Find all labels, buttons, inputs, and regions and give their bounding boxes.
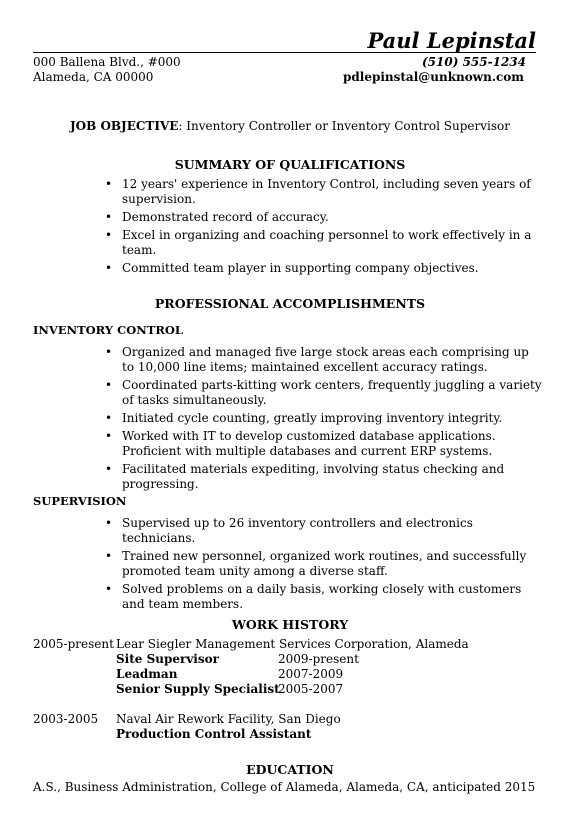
job1-employer: Lear Siegler Management Services Corporation, Alameda (116, 637, 469, 651)
list-item: • Solved problems on a daily basis, working closely with customers and team members. (103, 582, 543, 612)
supervision-list (103, 516, 543, 615)
list-item: • Excel in organizing and coaching personnel to work effectively in a team. (103, 228, 543, 258)
job2-dates: 2003-2005 (33, 712, 99, 726)
objective-label: JOB OBJECTIVE (70, 119, 179, 133)
header-divider (33, 52, 536, 53)
role-title: Senior Supply Specialist (116, 682, 280, 696)
inventory-control-list (103, 345, 543, 495)
list-item: • Organized and managed five large stock areas each comprising up to 10,000 line items; maintained excellent accuracy ratings. (103, 345, 543, 375)
role-title: Site Supervisor (116, 652, 219, 666)
objective-text: : Inventory Controller or Inventory Control Supervisor (178, 119, 510, 133)
list-item: • 12 years' experience in Inventory Control, including seven years of supervision. (103, 177, 543, 207)
list-item: • Demonstrated record of accuracy. (103, 210, 543, 225)
list-item: • Coordinated parts-kitting work centers, frequently juggling a variety of tasks simultaneously. (103, 378, 543, 408)
role-title: Production Control Assistant (116, 727, 312, 741)
work-history-heading: WORK HISTORY (231, 617, 349, 632)
email-address: pdlepinstal@unknown.com (342, 70, 524, 84)
list-item: • Supervised up to 26 inventory controllers and electronics technicians. (103, 516, 543, 546)
candidate-name: Paul Lepinstal (367, 28, 536, 53)
accomplishments-heading: PROFESSIONAL ACCOMPLISHMENTS (154, 296, 426, 311)
list-item: • Committed team player in supporting company objectives. (103, 261, 543, 276)
address-line-1: 000 Ballena Blvd., #000 (33, 55, 181, 69)
list-item: • Trained new personnel, organized work routines, and successfully promoted team unity among a diverse staff. (103, 549, 543, 579)
list-item: • Initiated cycle counting, greatly improving inventory integrity. (103, 411, 543, 426)
education-entry: A.S., Business Administration, College of Alameda, Alameda, CA, anticipated 2015 (33, 780, 536, 794)
inventory-control-subheading: INVENTORY CONTROL (33, 323, 183, 337)
qualifications-list (103, 177, 543, 279)
job2-employer: Naval Air Rework Facility, San Diego (116, 712, 341, 726)
list-item: • Facilitated materials expediting, involving status checking and progressing. (103, 462, 543, 492)
role-dates: 2007-2009 (278, 667, 344, 681)
role-dates: 2009-present (278, 652, 359, 666)
address-line-2: Alameda, CA 00000 (33, 70, 154, 84)
list-item: • Worked with IT to develop customized database applications. Proficient with multiple databases and current ERP systems. (103, 429, 543, 459)
job1-dates: 2005-present (33, 637, 114, 651)
job-objective (0, 119, 580, 134)
phone-number: (510) 555-1234 (421, 55, 526, 69)
supervision-subheading: SUPERVISION (33, 494, 127, 508)
role-dates: 2005-2007 (278, 682, 344, 696)
role-title: Leadman (116, 667, 178, 681)
qualifications-heading: SUMMARY OF QUALIFICATIONS (174, 157, 406, 172)
education-heading: EDUCATION (246, 762, 334, 777)
